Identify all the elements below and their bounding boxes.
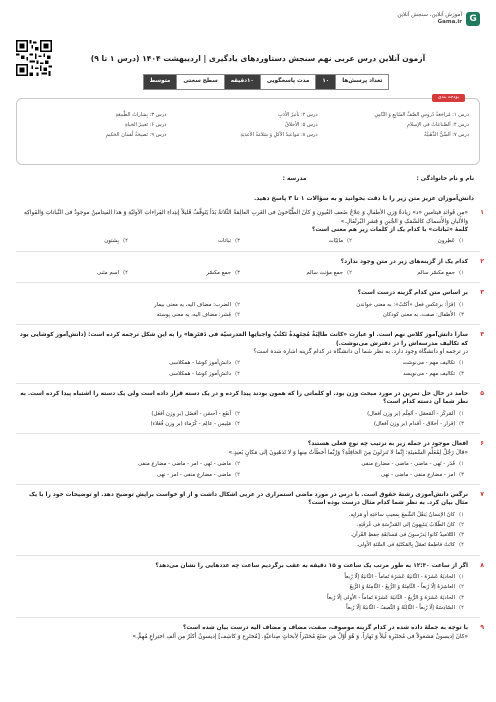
option-text: التّلامیذُ کانوا یَدرُسونَ فی مُسابَقَةِ حِفظِ القُرآنِ. — [350, 532, 455, 539]
divider — [16, 251, 480, 252]
question-4 — [16, 331, 484, 378]
question-number: ۶ — [480, 440, 484, 448]
question-options — [16, 512, 474, 550]
option-text: مائِیّات — [328, 238, 343, 245]
question-8 — [16, 561, 484, 613]
option-3[interactable]: ۳) الحادیَةَ عَشرَةَ وَ الرُّبعُ - الثّانیَةَ عَشرَةَ تَماماً - الأولی إلّا رُبعاً — [327, 594, 464, 601]
info-label: مدت پاسخگویی — [266, 78, 310, 85]
info-value: ۱۰ — [316, 75, 336, 89]
question-options — [16, 302, 474, 320]
option-text: دانش‌آموز کوشا - همکلاسی — [169, 360, 231, 367]
option-1[interactable]: ۱) کانَ الإنسانُ یَنقُلُ الشَّمعَ بِمعیبِ ساحَتِهِ أو مَزایِه. — [348, 511, 464, 518]
question-options — [16, 270, 474, 277]
option-text: الحادیَةُ عَشرَةَ - الثّانیَةُ عَشرَةَ تَماماً - الثّانیَةُ إلّا رُبعاً — [344, 574, 455, 581]
question-number: ۱ — [480, 209, 484, 217]
question-number: ۵ — [480, 390, 484, 398]
option-text: قِشر: مضاف الیه، به معنی پوسته — [156, 312, 231, 318]
info-difficulty — [143, 74, 224, 90]
title-bar — [16, 54, 480, 90]
option-text: تکالیف مهم - می‌نوشت — [402, 360, 455, 367]
option-text: ماضی - مضارع منفی - امر - نهی — [156, 471, 231, 478]
question-number: ۲ — [480, 257, 484, 265]
option-4[interactable]: ۴) السّادِسَةُ إلّا رُبعاً - الثّالِثَةُ وَ النِّصفُ - الثّانیَةُ إلّا رُبعاً — [346, 605, 464, 612]
student-name-field[interactable]: نام و نام خانوادگی : — [416, 176, 474, 183]
info-value: متوسط — [144, 75, 178, 89]
question-stem: نرگس دانش‌آموزی رشتهٔ حقوق است. با درس در مورد ماضی استمراری در عربی اشکال داشت و از او خواست برایش توضیح دهد. او توضیحات خود را با یک مثال بیان کرد. به نظر شما کدام مثال درست بوده است؟ — [29, 491, 468, 507]
info-duration — [224, 74, 316, 90]
option-2[interactable]: ۲) اَنفَع - اَحسَن - اَفضَل (بر وزن اَفعَل) — [151, 410, 240, 417]
question-9 — [16, 624, 484, 641]
divider — [16, 282, 480, 283]
question-6 — [16, 440, 484, 478]
option-3[interactable]: ۳) نباتات — [217, 238, 240, 245]
option-4[interactable]: ۴) قِشر: مضاف الیه، به معنی پوسته — [156, 312, 240, 318]
divider — [16, 383, 480, 384]
option-4[interactable]: ۴) دانش‌آموز کوشا - همکلاسی — [169, 370, 240, 377]
option-3[interactable]: ۳) جمع مکسّر — [206, 270, 240, 277]
brand — [397, 12, 480, 26]
lesson-item: درس ۱: مُراجَعَةُ دُروسِ الصَّفِّ السّابِعِ وَ الثّامِنِ — [374, 112, 469, 119]
option-text: کانَ الطّلابُ یَنتَبِهونَ إلی المُدرِّسَةِ فی غُرفَتِهِ. — [356, 521, 455, 528]
info-label: سطح سختی — [183, 78, 218, 85]
option-2[interactable]: ۲) الضرب: مضاف الیه، به معنی بیمار — [154, 301, 240, 308]
question-stem: کدام یک از گزینه‌های زیر در متن وجود ندارد؟ — [340, 258, 468, 265]
student-info-row — [16, 176, 480, 184]
lessons-frame — [16, 95, 480, 165]
option-text: الأطفال: صفت، به معنی کودکان — [382, 312, 455, 318]
brand-site: Gama.ir — [437, 19, 462, 26]
info-label: تعداد پرسش‌ها — [342, 78, 383, 85]
question-stem: افعال موجود در جمله زیر به ترتیب چه نوع فعلی هستند؟ — [307, 441, 468, 448]
option-2[interactable]: ۲) العاشِرَةُ إلّا رُبعاً - الثّامِنَةُ وَ الرُّبعُ - الثّامِنَةُ وَ الرُّبعُ — [349, 584, 464, 591]
option-text: قَدَر - نَهی - ماضی - ماضی - مضارع منفی — [361, 461, 455, 468]
question-options — [16, 360, 474, 378]
lessons-grid — [27, 112, 469, 138]
option-3[interactable]: ۳) اِقرار - أخلاق - أقدام (بر وزن اَفعال) — [373, 421, 464, 428]
question-options — [16, 461, 474, 479]
option-2[interactable]: ۲) دانش‌آموز کوشا - همکلاسی — [169, 360, 240, 367]
question-stem: سارا دانش‌آموز کلاس نهم است. او عبارت «کانت طالِبَةٌ مُجتَهِدةٌ تَکتُبُ واجباتِها المَدرسیّة فی دَفتَرِها» را به این شکل ترجمه کرده است: (دانش‌آموز کوشایی بود که تکالیف مدرسه‌اش را در دفترش می‌نوشت.) — [19, 332, 468, 347]
option-text: عَطِرون — [437, 238, 455, 245]
question-passage: «مِن فَوائدِ فیتامینِ «د» زیادةُ وَزنِ الأطفالِ وَ عِلاجُ ضَعفِ العُیونِ وَ کانَ الطَّبّاخونَ فی الغَربِ العالِمَةُ الثّلاثةُ بَدَأ یَتَوقَّفُ قَلیلاً إبتِداءِ القِراءاتِ الأولیّةِ وَ هذا الفیتامینُ موجودٌ فی النَّباتاتِ وَالفَواکِهِ وَالأَلبانِ وَالأَسماکِ کالسَّمَکِ وَ الجُبنِ وَ قِشرِ البُرتُقالِ.» — [24, 210, 468, 225]
divider — [16, 324, 480, 325]
option-1[interactable]: ۱) اِقرَأ: برعکس فعل «اُکتُبْ»: به معنی خواندن — [356, 301, 464, 308]
question-3 — [16, 289, 484, 319]
option-2[interactable]: ۲) مائِیّات — [328, 238, 352, 245]
question-1 — [16, 209, 484, 245]
option-4[interactable]: ۴) کانَتْ فاطِمةُ تَعمَلُ بِالمَکتَبَةِ فی السَّنَةِ الأولی. — [356, 542, 464, 549]
option-1[interactable]: ۱) جمع مکسّر سالم — [417, 270, 464, 277]
question-number: ۷ — [480, 490, 484, 498]
lesson-item: درس ۲: تأثیرُ الأدَبِ — [278, 112, 318, 119]
option-text: نباتات — [217, 238, 231, 245]
intro-instruction: دانش‌آموزان عزیز متن زیر را با دقت بخوانید و به سؤالات ۱ تا ۳ پاسخ دهید. — [254, 195, 474, 203]
option-3[interactable]: ۳) التّلامیذُ کانوا یَدرُسونَ فی مُسابَقَةِ حِفظِ القُرآنِ. — [350, 532, 464, 539]
question-number: ۳ — [480, 289, 484, 297]
option-text: الضرب: مضاف الیه، به معنی بیمار — [154, 301, 231, 308]
lesson-item: درس ۷: اَلسِّنُّ الذَّهَبیَّةُ — [424, 131, 469, 138]
option-text: السّادِسَةُ إلّا رُبعاً - الثّالِثَةُ وَ النِّصفُ - الثّانیَةُ إلّا رُبعاً — [346, 605, 455, 612]
question-number: ۹ — [480, 624, 484, 632]
option-text: کانَتْ فاطِمةُ تَعمَلُ بِالمَکتَبَةِ فی السَّنَةِ الأولی. — [356, 542, 455, 549]
option-text: الحادیَةَ عَشرَةَ وَ الرُّبعُ - الثّانیَةَ عَشرَةَ تَماماً - الأولی إلّا رُبعاً — [327, 594, 455, 601]
option-text: جمع مؤنث سالم — [306, 270, 343, 277]
option-text: مَلِیس - عالِم - کُرَماء (بر وزن فُعَلاء) — [150, 421, 231, 428]
lesson-item: درس ۸: مَواعیدُ الأکلِ وَ سَلامَةُ الأغذیَةِ — [240, 131, 318, 138]
option-text: ماضی - نَهی - امر - ماضی - مضارع منفی — [137, 461, 231, 468]
qr-code-icon — [16, 40, 52, 76]
option-1[interactable]: ۱) قَدَر - نَهی - ماضی - ماضی - مضارع منفی — [361, 461, 464, 468]
option-3[interactable]: ۳) امر - مضارع منفی - ماضی - نهی — [380, 471, 464, 478]
divider — [16, 555, 480, 556]
brand-text — [397, 12, 462, 26]
option-4[interactable]: ۴) ماضی - مضارع منفی - امر - نهی — [156, 471, 240, 478]
exam-title: آزمون آنلاین درس عربی نهم سنجش دستاوردهای یادگیری | اردیبهشت ۱۴۰۴ (درس ۱ تا ۹) — [90, 54, 426, 63]
question-number: ۸ — [480, 561, 484, 569]
lesson-item: درس ۴: اَلصِّناعاتُ فی الإسلامِ — [406, 122, 469, 128]
option-text: جمع مکسّر سالم — [417, 270, 455, 277]
question-stem: حامد در حال حل تمرین در مورد مبحث وزن بود. او کلماتی را که همون بودند پیدا کرده و در یک دسته قرار داده است ولی یک دسته را اشتباه پیدا کرده است. به نظر شما آن دسته کدام است؟ — [20, 391, 468, 406]
question-7 — [16, 490, 484, 550]
option-1[interactable]: ۱) تکالیف مهم - می‌نوشت — [402, 360, 464, 367]
option-text: دانش‌آموز کوشا - همکلاسی — [169, 370, 231, 377]
lesson-item: درس ۵: الأخلاقُ — [285, 122, 318, 128]
option-2[interactable]: ۲) ماضی - نَهی - امر - ماضی - مضارع منفی — [137, 461, 240, 468]
question-stem: کلمهٔ «نَباتات» با کدام یک از کلمات زیر هم معنی است؟ — [311, 226, 468, 233]
option-text: اَلمَرکَز - اَلمَعمَل - اَلعِلْم (بر وزن اَفعال) — [367, 410, 455, 417]
option-2[interactable]: ۲) کانَ الطّلابُ یَنتَبِهونَ إلی المُدرِّسَةِ فی غُرفَتِهِ. — [356, 521, 464, 528]
option-4[interactable]: ۴) مَلِیس - عالِم - کُرَماء (بر وزن فُعَلاء) — [150, 421, 240, 428]
lessons-tag: بودجه بندی — [432, 94, 465, 102]
question-options — [16, 574, 474, 612]
option-1[interactable]: ۱) الحادیَةُ عَشرَةَ - الثّانیَةُ عَشرَةَ تَماماً - الثّانیَةُ إلّا رُبعاً — [344, 574, 464, 581]
question-options — [16, 238, 474, 245]
option-text: تکالیف مهم - می‌نویسد — [403, 370, 455, 377]
question-stem: با توجه به جملهٔ داده شده در کدام گزینه موصوف، صفت، مضاف و مضاف الیه درست بیان شده است؟ — [182, 625, 468, 632]
info-value: ۱۰دقیقه — [225, 75, 261, 89]
option-2[interactable]: ۲) جمع مؤنث سالم — [306, 270, 352, 277]
school-field[interactable]: مدرسه : — [282, 176, 307, 183]
option-1[interactable]: ۱) عَطِرون — [437, 238, 464, 245]
divider — [16, 617, 480, 618]
brand-name: آموزش آنلاین، سنجش آنلاین — [397, 12, 462, 18]
option-4[interactable]: ۴) اسم مثنی — [97, 270, 128, 277]
question-options — [16, 411, 474, 429]
exam-info-bar — [52, 74, 480, 90]
lesson-item: درس ۹: نَصیحَةُ لُقمانَ الحَکیمِ — [105, 131, 167, 138]
option-text: امر - مضارع منفی - ماضی - نهی — [380, 471, 455, 478]
question-stem: بر اساس متن کدام گزینه درست است؟ — [357, 290, 468, 297]
divider — [16, 484, 480, 485]
option-1[interactable]: ۱) اَلمَرکَز - اَلمَعمَل - اَلعِلْم (بر وزن اَفعال) — [367, 410, 464, 417]
option-text: العاشِرَةُ إلّا رُبعاً - الثّامِنَةُ وَ الرُّبعُ - الثّامِنَةُ وَ الرُّبعُ — [349, 584, 455, 591]
option-4[interactable]: ۴) بِشتون — [104, 238, 128, 245]
page-header — [16, 12, 480, 38]
question-stem: اگر از ساعت ۱۲:۳۰ به طور مرتب یک ساعت و ۱۵ دقیقه به عقب برگردیم ساعت چه عددهایی را نشان می‌دهد؟ — [155, 562, 468, 569]
option-text: بِشتون — [104, 238, 119, 245]
option-text: اِقرار - أخلاق - أقدام (بر وزن اَفعال) — [373, 421, 455, 428]
divider — [16, 433, 480, 434]
option-3[interactable]: ۳) الأطفال: صفت، به معنی کودکان — [382, 312, 464, 318]
question-2 — [16, 257, 484, 278]
option-text: کانَ الإنسانُ یَنقُلُ الشَّمعَ بِمعیبِ ساحَتِهِ أو مَزایِه. — [348, 511, 455, 518]
lesson-item: درس ۳: بِشاراتُ الطَّبیعَةِ — [115, 112, 167, 119]
question-number: ۴ — [480, 331, 484, 339]
info-question-count — [315, 74, 389, 90]
question-stem-secondary: «قالَ رَجُلٌ لِمُعَلِّمِ السَّفینَةِ: إِنَّما لا تَنزِلونَ مِنَ الحافِلَةِ؟ وَرُبَّما أخطَأتُ مِنها وَ لا تَذهَبونَ إلی مَکانٍ بَعیدٍ.» — [228, 449, 468, 456]
option-text: جمع مکسّر — [206, 270, 231, 277]
gama-logo-icon: G — [466, 12, 480, 26]
option-text: اسم مثنی — [97, 270, 119, 277]
lesson-item: درس ۶: تَغییرُ الحَیاةِ — [125, 122, 167, 128]
question-stem-secondary: در ترجمه او دانشگاه وجود دارد. به نظر شما آن دانشگاه در کدام گزینه اشاره شده است؟ — [253, 349, 468, 356]
option-text: اِقرَأ: برعکس فعل «اُکتُبْ»: به معنی خواندن — [356, 301, 455, 308]
option-3[interactable]: ۳) تکالیف مهم - می‌نویسد — [403, 370, 464, 377]
option-text: اَنفَع - اَحسَن - اَفضَل (بر وزن اَفعَل) — [151, 410, 231, 417]
question-5 — [16, 390, 484, 428]
question-stem-secondary: «کانَ إدیسونُ مَشغولاً فی مُختَبَرِهِ لَیلاً وَ نَهاراً. وَ هُوَ أَوَّلُ مَن صَنَعَ مُختَبَراً لِأبحاثٍ صِناعیَّةٍ. [مُختَرِع وَ کاشِف] إدیسونُ أکثَرُ مِن ألفِ اختِراعٍ مُهِمٍّ.» — [132, 633, 468, 640]
